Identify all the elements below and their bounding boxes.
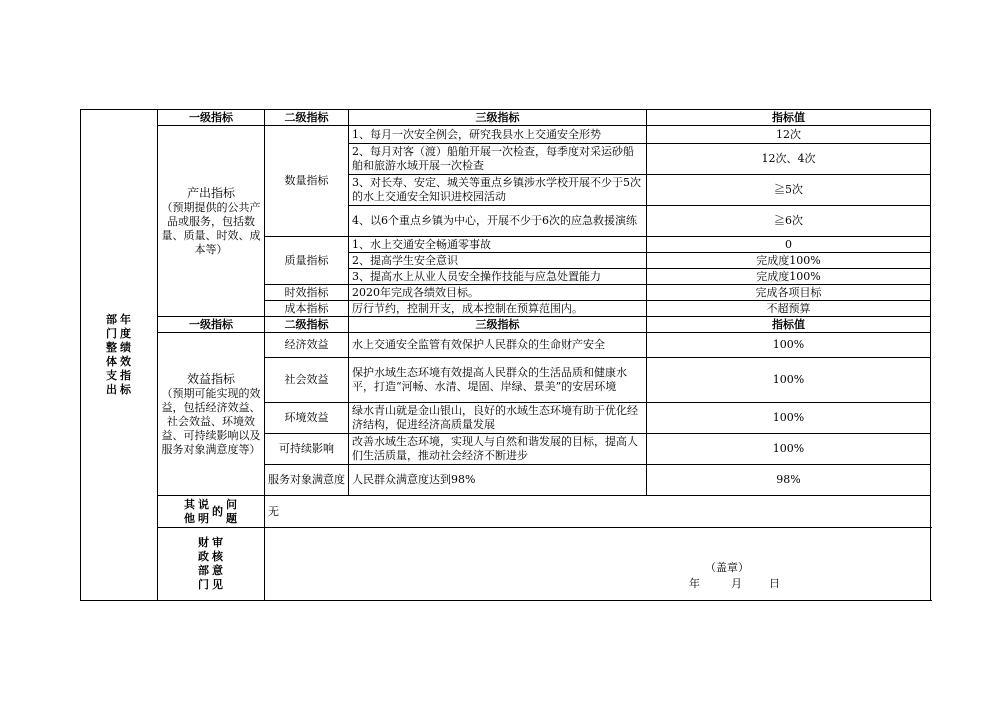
header2-level3: 三级指标 (349, 317, 647, 333)
quantity-row-4-text: 4、以6个重点乡镇为中心，开展不少于6次的应急救援演练 (349, 206, 647, 237)
other-issues-value: 无 (265, 496, 931, 528)
quantity-indicator-label: 数量指标 (265, 126, 349, 237)
quantity-row-1-value: 12次 (647, 126, 931, 144)
benefit-indicator-title: 效益指标 (186, 371, 235, 386)
header-value: 指标值 (647, 110, 931, 126)
stamp-area (689, 560, 780, 592)
quantity-row-3-value: ≧5次 (647, 175, 931, 206)
timeliness-value: 完成各项目标 (647, 285, 931, 301)
benefit-row-5-value: 98% (647, 465, 931, 496)
date-year: 年 (689, 577, 700, 590)
header-level3: 三级指标 (349, 110, 647, 126)
performance-table (80, 109, 931, 601)
quantity-row-2-value: 12次、4次 (647, 144, 931, 175)
header-level2: 二级指标 (265, 110, 349, 126)
output-indicator-desc: （预期提供的公共产品或服务，包括数量、质量、时效、成本等） (161, 200, 261, 256)
quantity-row-4-value: ≧6次 (647, 206, 931, 237)
stamp-label: （盖章） (705, 561, 749, 574)
benefit-row-3-text: 绿水青山就是金山银山，良好的水域生态环境有助于优化经济结构，促进经济高质量发展 (349, 403, 647, 434)
benefit-row-4-label: 可持续影响 (265, 434, 349, 465)
quantity-row-3-text: 3、对长寿、安定、城关等重点乡镇涉水学校开展不少于5次的水上交通安全知识进校园活动 (349, 175, 647, 206)
header2-value: 指标值 (647, 317, 931, 333)
quantity-row-2-text: 2、每月对客（渡）船舶开展一次检查，每季度对采运砂船舶和旅游水域开展一次检查 (349, 144, 647, 175)
side-label-dept-overall: 部 门 整 体 支 出 年 度 绩 效 指 标 (81, 110, 158, 601)
benefit-row-2-text: 保护水域生态环境有效提高人民群众的生活品质和健康水平，打造“河畅、水清、堤固、岸绿、景美”的安居环境 (349, 358, 647, 403)
cost-indicator-label: 成本指标 (265, 301, 349, 317)
benefit-indicator-cell (158, 333, 265, 496)
benefit-row-2-value: 100% (647, 358, 931, 403)
timeliness-indicator-label: 时效指标 (265, 285, 349, 301)
benefit-row-1-text: 水上交通安全监管有效保护人民群众的生命财产安全 (349, 333, 647, 358)
benefit-row-4-text: 改善水域生态环境，实现人与自然和谐发展的目标，提高人们生活质量，推动社会经济不断进步 (349, 434, 647, 465)
header2-level2: 二级指标 (265, 317, 349, 333)
header2-level1: 一级指标 (158, 317, 265, 333)
quality-row-3-value: 完成度100% (647, 269, 931, 285)
quality-row-3-text: 3、提高水上从业人员安全操作技能与应急处置能力 (349, 269, 647, 285)
output-indicator-title: 产出指标 (186, 185, 235, 200)
benefit-row-5-label: 服务对象满意度 (265, 465, 349, 496)
benefit-row-4-value: 100% (647, 434, 931, 465)
benefit-row-2-label: 社会效益 (265, 358, 349, 403)
finance-review-value (265, 528, 931, 601)
other-issues-label: 其 他 说 明 的 问 题 (158, 496, 265, 528)
cost-text: 厉行节约，控制开支，成本控制在预算范围内。 (349, 301, 647, 317)
quality-row-2-text: 2、提高学生安全意识 (349, 253, 647, 269)
benefit-row-5-text: 人民群众满意度达到98% (349, 465, 647, 496)
quantity-row-1-text: 1、每月一次安全例会，研究我县水上交通安全形势 (349, 126, 647, 144)
benefit-row-3-label: 环境效益 (265, 403, 349, 434)
timeliness-text: 2020年完成各绩效目标。 (349, 285, 647, 301)
cost-value: 不超预算 (647, 301, 931, 317)
date-day: 日 (769, 577, 780, 590)
quality-row-1-text: 1、水上交通安全畅通零事故 (349, 237, 647, 253)
quality-row-1-value: 0 (647, 237, 931, 253)
benefit-row-3-value: 100% (647, 403, 931, 434)
header-level1: 一级指标 (158, 110, 265, 126)
quality-indicator-label: 质量指标 (265, 237, 349, 285)
output-indicator-cell (158, 126, 265, 317)
benefit-row-1-label: 经济效益 (265, 333, 349, 358)
benefit-indicator-desc: （预期可能实现的效益，包括经济效益、社会效益、环境效益、可持续影响以及服务对象满意度等） (161, 386, 261, 456)
benefit-row-1-value: 100% (647, 333, 931, 358)
quality-row-2-value: 完成度100% (647, 253, 931, 269)
finance-review-label: 财 政 部 门 审 核 意 见 (158, 528, 265, 601)
date-month: 月 (731, 577, 742, 590)
